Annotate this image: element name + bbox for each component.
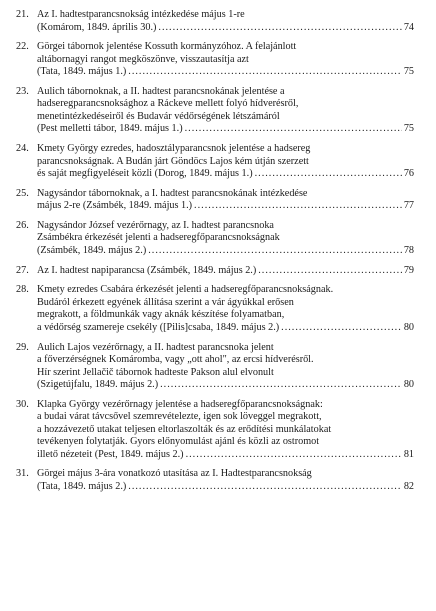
entry-last-line bbox=[37, 481, 414, 494]
toc-entry bbox=[0, 220, 436, 258]
page-number: 74 bbox=[403, 21, 414, 33]
entry-number: 24. bbox=[16, 143, 29, 155]
page-number: 81 bbox=[403, 448, 414, 460]
entry-text-line: hadseregparancsnoksághoz a Ráckeve mellett folyó hídverésről, bbox=[37, 98, 299, 110]
toc-entry bbox=[0, 284, 436, 334]
page-number: 78 bbox=[403, 244, 414, 256]
entry-text-line: a hozzávezető utakat teljesen eltorlaszolták és az erődítési munkálatokat bbox=[37, 423, 332, 435]
dot-leader bbox=[258, 265, 402, 278]
entry-text-line: Kmety ezredes Csabára érkezését jelenti a hadseregfőparancsnokságnak. bbox=[37, 284, 334, 296]
entry-text-line: Görgei tábornok jelentése Kossuth kormányzóhoz. A felajánlott bbox=[37, 41, 297, 53]
entry-number: 21. bbox=[16, 9, 29, 20]
entry-last-line bbox=[37, 168, 414, 181]
page-number: 75 bbox=[403, 66, 414, 78]
entry-source-text: (Zsámbék, 1849. május 2.) bbox=[37, 244, 147, 256]
dot-leader bbox=[186, 449, 402, 462]
entry-text-line: Zsámbékra érkezését jelenti a hadseregfőparancsnokságnak bbox=[37, 232, 280, 244]
entry-last-line bbox=[37, 245, 414, 258]
page-number: 76 bbox=[403, 168, 414, 180]
entry-number: 31. bbox=[16, 468, 29, 480]
entry-text-line: Aulich tábornoknak, a II. hadtest parancsnokának jelentése a bbox=[37, 85, 285, 97]
entry-source-text: a védőrség szamereje csekély ([Pilis]csaba, 1849. május 2.) bbox=[37, 321, 280, 333]
toc-entry bbox=[0, 188, 436, 213]
entry-source-text: (Tata, 1849. május 2.) bbox=[37, 480, 127, 492]
entry-source-text: és saját megfigyeléseit közli (Dorog, 1849. május 1.) bbox=[37, 168, 253, 180]
toc-entry bbox=[0, 265, 436, 278]
entry-source-text: illető nézeteit (Pest, 1849. május 2.) bbox=[37, 448, 184, 460]
entry-text-line: a budai várat távcsővel szemrevételezte, igen sok löveggel megrakott, bbox=[37, 411, 322, 423]
page-number: 82 bbox=[403, 480, 414, 492]
dot-leader bbox=[185, 123, 402, 136]
entry-number: 23. bbox=[16, 85, 29, 97]
toc-entry bbox=[0, 41, 436, 79]
entry-text-line: Budáról érkezett egyének állítása szerint a vár ágyúkkal erősen bbox=[37, 296, 294, 308]
toc-entry bbox=[0, 143, 436, 181]
entry-text-line: menetintézkedéseiről és Budavár védőrségének létszámáról bbox=[37, 110, 280, 122]
entry-number: 22. bbox=[16, 41, 29, 53]
entry-text-line: megrakott, a földmunkák vagy aknák készítése folyamatban, bbox=[37, 309, 285, 321]
entry-text-line: Nagysándor tábornoknak, a I. hadtest parancsnokának intézkedése bbox=[37, 187, 308, 199]
entry-text-line: Kmety György ezredes, hadosztályparancsnok jelentése a hadsereg bbox=[37, 143, 311, 155]
page-number: 79 bbox=[403, 264, 414, 276]
entry-source-text: (Tata, 1849. május 1.) bbox=[37, 66, 127, 78]
page-number: 80 bbox=[403, 321, 414, 333]
dot-leader bbox=[281, 322, 402, 335]
entry-source-text: (Komárom, 1849. április 30.) bbox=[37, 21, 157, 33]
entry-number: 25. bbox=[16, 187, 29, 199]
entry-number: 29. bbox=[16, 341, 29, 353]
entry-text-line: a főverzérségnek Komáromba, vagy „ott ahol", az ercsi hídverésről. bbox=[37, 354, 314, 365]
entry-last-line bbox=[37, 66, 414, 79]
entry-text-line: Klapka György vezérőrnagy jelentése a hadseregfőparancsnokságnak: bbox=[37, 398, 323, 410]
dot-leader bbox=[128, 481, 402, 494]
entry-source-text: (Szigetújfalu, 1849. május 2.) bbox=[37, 379, 159, 390]
entry-last-line bbox=[37, 265, 414, 278]
entry-number: 30. bbox=[16, 398, 29, 410]
entry-number: 26. bbox=[16, 219, 29, 231]
entry-text-line: altábornagyi rangot megköszönve, visszautasítja azt bbox=[37, 53, 249, 65]
entry-number: 27. bbox=[16, 264, 29, 276]
dot-leader bbox=[128, 66, 402, 79]
entry-number: 28. bbox=[16, 284, 29, 296]
entry-source-text: (Pest melletti tábor, 1849. május 1.) bbox=[37, 123, 183, 135]
entry-text-line: Hír szerint Jellačič tábornok hadteste Pakson alul elvonult bbox=[37, 366, 274, 378]
entry-source-text: május 2-re (Zsámbék, 1849. május 1.) bbox=[37, 200, 193, 212]
toc-entry bbox=[0, 86, 436, 136]
entry-text-line: Az I. hadtestparancsnokság intézkedése május 1-re bbox=[37, 9, 245, 20]
entry-last-line bbox=[37, 449, 414, 462]
toc-entry bbox=[0, 399, 436, 462]
entry-last-line bbox=[37, 379, 414, 392]
page-number: 80 bbox=[403, 379, 414, 390]
entry-last-line bbox=[37, 123, 414, 136]
entry-text-line: Nagysándor József vezérőrnagy, az I. hadtest parancsnoka bbox=[37, 219, 274, 231]
entry-last-line bbox=[37, 322, 414, 335]
dot-leader bbox=[255, 168, 402, 181]
entry-text-line: tevékenyen folytatják. Gyors előnyomulást ajánl és közli az ostromot bbox=[37, 436, 320, 448]
entry-text-line: Aulich Lajos vezérőrnagy, a II. hadtest parancsnoka jelent bbox=[37, 341, 274, 353]
table-of-contents bbox=[0, 9, 436, 501]
page-number: 75 bbox=[403, 123, 414, 135]
entry-last-line bbox=[37, 22, 414, 35]
dot-leader bbox=[194, 200, 402, 213]
toc-entry bbox=[0, 468, 436, 493]
dot-leader bbox=[148, 245, 402, 258]
entry-last-line bbox=[37, 200, 414, 213]
toc-entry bbox=[0, 342, 436, 392]
entry-text-line: parancsnokságnak. A Budán járt Göndöcs Lajos kém útján szerzett bbox=[37, 155, 309, 167]
page-number: 77 bbox=[403, 200, 414, 212]
toc-entry bbox=[0, 9, 436, 34]
dot-leader bbox=[158, 22, 401, 35]
entry-source-text: Az I. hadtest napiparancsa (Zsámbék, 1849. május 2.) bbox=[37, 264, 257, 276]
dot-leader bbox=[160, 379, 402, 392]
entry-text-line: Görgei május 3-ára vonatkozó utasítása az I. Hadtestparancsnokság bbox=[37, 468, 312, 480]
